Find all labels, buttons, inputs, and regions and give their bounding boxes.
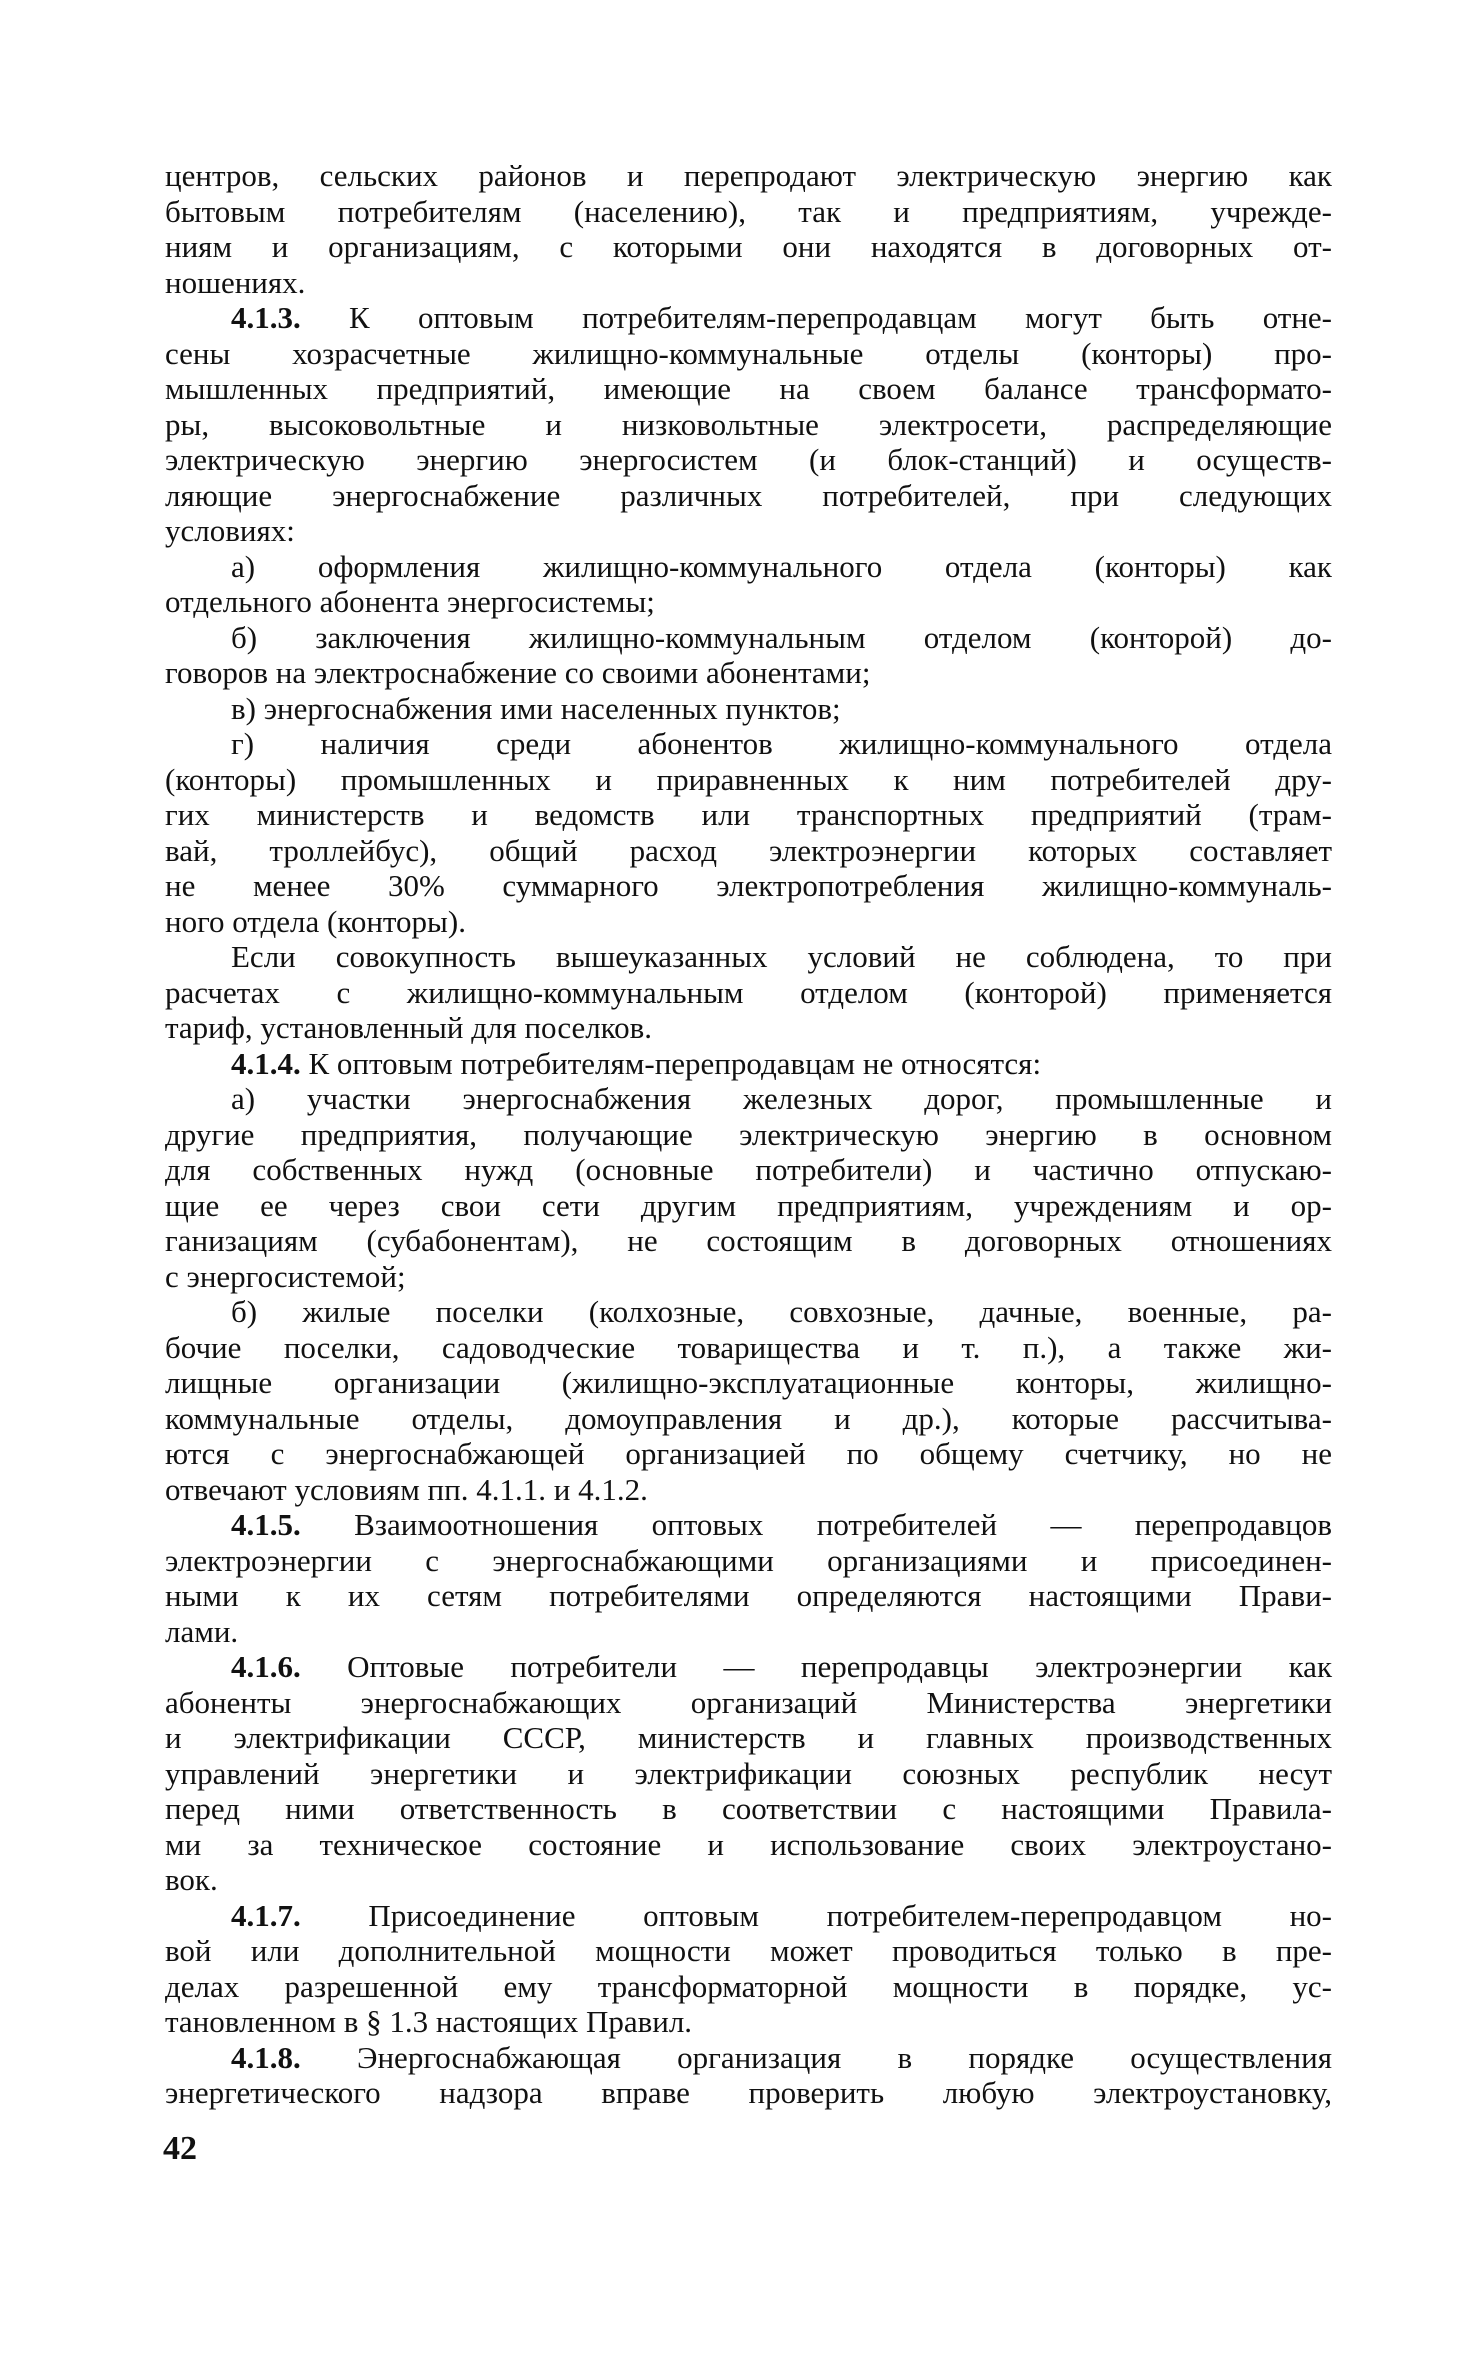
text-line [165, 1649, 1332, 1685]
section-number: 4.1.6. [231, 1649, 301, 1684]
text-line [165, 1188, 1332, 1224]
line-text: перед ними ответственность в соответствии с настоящими Правила- [165, 1791, 1332, 1826]
line-text: б) жилые поселки (колхозные, совхозные, дачные, военные, ра- [231, 1294, 1332, 1329]
text-line [165, 194, 1332, 230]
text-line [165, 1827, 1332, 1863]
text-line [165, 371, 1332, 407]
text-line [165, 442, 1332, 478]
section-number: 4.1.7. [231, 1897, 301, 1933]
line-text: для собственных нужд (основные потребители) и частично отпускаю- [165, 1152, 1332, 1187]
line-text: говоров на электроснабжение со своими абонентами; [165, 655, 871, 690]
text-line [165, 1152, 1332, 1188]
section-4-1-5 [165, 1507, 1332, 1649]
line-text: сены хозрасчетные жилищно-коммунальные отделы (конторы) про- [165, 335, 1332, 371]
line-text: другие предприятия, получающие электрическую энергию в основном [165, 1116, 1332, 1152]
line-text: коммунальные отделы, домоуправления и др.), которые рассчитыва- [165, 1400, 1332, 1436]
paragraph [165, 620, 1332, 691]
text-line [165, 1898, 1332, 1934]
text-line [165, 904, 1332, 940]
line-text: Присоединение оптовым потребителем-перепродавцом но- [368, 1897, 1332, 1933]
line-text: щие ее через свои сети другим предприятиям, учреждениям и ор- [165, 1187, 1332, 1223]
line-text: расчетах с жилищно-коммунальным отделом (конторой) применяется [165, 974, 1332, 1010]
text-line [165, 1117, 1332, 1153]
text-line [165, 1436, 1332, 1472]
line-text: вой или дополнительной мощности может проводиться только в пре- [165, 1933, 1332, 1968]
line-text: делах разрешенной ему трансформаторной мощности в порядке, ус- [165, 1968, 1332, 2004]
line-text: ры, высоковольтные и низковольтные электросети, распределяющие [165, 406, 1332, 442]
text-line [165, 939, 1332, 975]
text-line [165, 762, 1332, 798]
text-line [165, 868, 1332, 904]
line-text: вай, троллейбус), общий расход электроэнергии которых составляет [165, 832, 1332, 868]
text-line [165, 1543, 1332, 1579]
text-line [165, 584, 1332, 620]
text-line [165, 2040, 1332, 2076]
line-text: ными к их сетям потребителями определяются настоящими Прави- [165, 1578, 1332, 1613]
line-text: К оптовым потребителям-перепродавцам могут быть отне- [349, 300, 1333, 335]
text-line [165, 1081, 1332, 1117]
text-line [165, 478, 1332, 514]
text-line [165, 1259, 1332, 1295]
text-line [165, 1472, 1332, 1508]
text-line [165, 1294, 1332, 1330]
line-text: бочие поселки, садоводческие товарищества и т. п.), а также жи- [165, 1329, 1332, 1365]
paragraph [165, 691, 1332, 727]
line-text: вок. [165, 1862, 218, 1897]
line-text: с энергосистемой; [165, 1258, 406, 1294]
section-4-1-4 [165, 1046, 1332, 1082]
line-text: ношениях. [165, 264, 306, 300]
section-number: 4.1.8. [231, 2039, 301, 2075]
text-line [165, 1614, 1332, 1650]
line-text: абоненты энергоснабжающих организаций Министерства энергетики [165, 1684, 1332, 1720]
line-text: а) участки энергоснабжения железных дорог, промышленные и [231, 1081, 1332, 1116]
paragraph [165, 1294, 1332, 1507]
text-line [165, 1223, 1332, 1259]
line-text: энергетического надзора вправе проверить любую электроустановку, [165, 2075, 1332, 2110]
line-text: ниям и организациям, с которыми они находятся в договорных от- [165, 229, 1332, 264]
line-text: ганизациям (субабонентам), не состоящим в договорных отношениях [165, 1223, 1332, 1258]
line-text: ются с энергоснабжающей организацией по общему счетчику, но не [165, 1436, 1332, 1471]
line-text: управлений энергетики и электрификации союзных республик несут [165, 1755, 1332, 1791]
text-line [165, 1969, 1332, 2005]
text-line [165, 2075, 1332, 2111]
text-line [165, 1933, 1332, 1969]
line-text: электроэнергии с энергоснабжающими организациями и присоединен- [165, 1542, 1332, 1578]
line-text: ляющие энергоснабжение различных потребителей, при следующих [165, 477, 1332, 513]
text-line [165, 691, 1332, 727]
line-text: и электрификации СССР, министерств и главных производственных [165, 1720, 1332, 1755]
line-text: лищные организации (жилищно-эксплуатационные конторы, жилищно- [165, 1365, 1332, 1400]
paragraph [165, 1081, 1332, 1294]
line-text: (конторы) промышленных и приравненных к ним потребителей дру- [165, 761, 1332, 797]
section-4-1-3 [165, 300, 1332, 549]
line-text: электрическую энергию энергосистем (и блок-станций) и осуществ- [165, 442, 1332, 477]
section-number: 4.1.5. [231, 1507, 301, 1542]
line-text: лами. [165, 1613, 239, 1649]
line-text: г) наличия среди абонентов жилищно-коммунального отдела [231, 726, 1332, 761]
line-text: гих министерств и ведомств или транспортных предприятий (трам- [165, 797, 1332, 832]
line-text: отвечают условиям пп. 4.1.1. и 4.1.2. [165, 1471, 648, 1507]
text-line [165, 300, 1332, 336]
text-line [165, 407, 1332, 443]
line-text: не менее 30% суммарного электропотребления жилищно-коммуналь- [165, 868, 1332, 903]
line-text: Если совокупность вышеуказанных условий не соблюдена, то при [231, 939, 1332, 974]
text-line [165, 1507, 1332, 1543]
text-line [165, 1010, 1332, 1046]
text-line [165, 1578, 1332, 1614]
text-line [165, 975, 1332, 1011]
section-4-1-7 [165, 1898, 1332, 2040]
text-line [165, 513, 1332, 549]
page-body [165, 158, 1332, 2111]
text-line [165, 620, 1332, 656]
text-line [165, 1685, 1332, 1721]
line-text: б) заключения жилищно-коммунальным отделом (конторой) до- [231, 619, 1332, 655]
line-text: тариф, установленный для поселков. [165, 1010, 653, 1045]
line-text: условиях: [165, 513, 295, 548]
text-line [165, 265, 1332, 301]
text-line [165, 1756, 1332, 1792]
text-line [165, 1720, 1332, 1756]
paragraph [165, 726, 1332, 939]
line-text: бытовым потребителям (населению), так и предприятиям, учрежде- [165, 193, 1332, 229]
text-line [165, 229, 1332, 265]
section-4-1-6 [165, 1649, 1332, 1898]
text-line [165, 726, 1332, 762]
section-number: 4.1.3. [231, 300, 301, 335]
line-text: Энергоснабжающая организация в порядке осуществления [357, 2039, 1332, 2075]
line-text: ми за техническое состояние и использование своих электроустано- [165, 1826, 1332, 1862]
line-text: ного отдела (конторы). [165, 903, 466, 939]
paragraph [165, 939, 1332, 1046]
text-line [165, 655, 1332, 691]
text-line [165, 1401, 1332, 1437]
text-line [165, 1046, 1332, 1082]
text-line [165, 336, 1332, 372]
section-number: 4.1.4. [231, 1045, 301, 1081]
paragraph [165, 549, 1332, 620]
line-text: К оптовым потребителям-перепродавцам не относятся: [308, 1045, 1042, 1081]
paragraph [165, 158, 1332, 300]
text-line [165, 158, 1332, 194]
text-line [165, 1365, 1332, 1401]
page-number: 42 [163, 2130, 197, 2167]
line-text: Взаимоотношения оптовых потребителей — перепродавцов [354, 1507, 1333, 1542]
line-text: в) энергоснабжения ими населенных пунктов; [231, 690, 841, 726]
text-line [165, 833, 1332, 869]
line-text: Оптовые потребители — перепродавцы электроэнергии как [347, 1649, 1332, 1684]
text-line [165, 549, 1332, 585]
text-line [165, 2004, 1332, 2040]
line-text: отдельного абонента энергосистемы; [165, 584, 655, 619]
text-line [165, 797, 1332, 833]
text-line [165, 1330, 1332, 1366]
section-4-1-8 [165, 2040, 1332, 2111]
line-text: а) оформления жилищно-коммунального отдела (конторы) как [231, 548, 1332, 584]
line-text: мышленных предприятий, имеющие на своем балансе трансформато- [165, 371, 1332, 406]
line-text: тановленном в § 1.3 настоящих Правил. [165, 2004, 693, 2039]
line-text: центров, сельских районов и перепродают электрическую энергию как [165, 158, 1332, 193]
text-line [165, 1791, 1332, 1827]
text-line [165, 1862, 1332, 1898]
